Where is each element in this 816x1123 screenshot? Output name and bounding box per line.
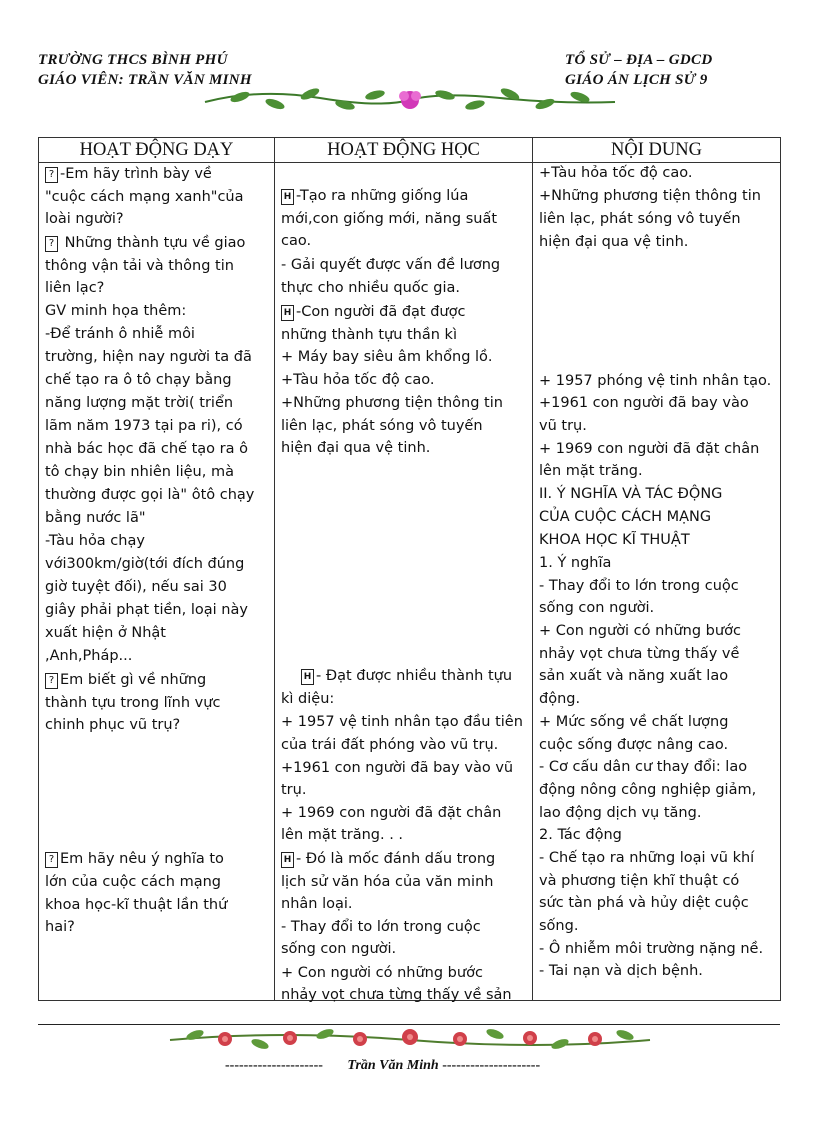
col2-line-text: lên mặt trăng. . . bbox=[281, 827, 404, 843]
col3-line bbox=[539, 872, 739, 890]
department-name: TỔ SỬ – ĐỊA – GDCD bbox=[565, 52, 713, 68]
col3-line-text: và phương tiện khĩ thuật có bbox=[539, 873, 740, 889]
col2-line bbox=[281, 394, 503, 412]
col2-line-text: hiện đại qua vệ tinh. bbox=[281, 440, 431, 456]
col2-line bbox=[281, 690, 334, 708]
col3-line-text: +Những phương tiện thông tin bbox=[539, 188, 761, 204]
col2-line-text: -Tạo ra những giống lúa bbox=[296, 188, 469, 204]
col3-line-text: sống con người. bbox=[539, 600, 655, 616]
col3-line-text: + 1969 con người đã đặt chân bbox=[539, 441, 760, 457]
col3-line bbox=[539, 599, 654, 617]
col2-line bbox=[281, 736, 498, 754]
col3-line bbox=[539, 849, 754, 867]
col2-line-text: - Gải quyết được vấn đề lương bbox=[281, 257, 501, 273]
col3-line bbox=[539, 781, 756, 799]
col1-line-text: lớn của cuộc cách mạng bbox=[45, 874, 222, 890]
col3-line bbox=[539, 962, 703, 980]
col2-line bbox=[281, 303, 465, 321]
col2-line bbox=[281, 804, 501, 822]
header-learning: HOẠT ĐỘNG HỌC bbox=[275, 138, 533, 163]
col1-line bbox=[45, 896, 227, 914]
col2-line-text: thực cho nhiều quốc gia. bbox=[281, 280, 460, 296]
col3-line-text: - Thay đổi to lớn trong cuộc bbox=[539, 578, 739, 594]
col3-line bbox=[539, 508, 711, 526]
subject-title: GIÁO ÁN LỊCH SỬ 9 bbox=[565, 72, 708, 88]
col1-line-text: giờ tuyệt đối), nếu sai 30 bbox=[45, 579, 227, 595]
col1-line bbox=[45, 918, 75, 936]
col1-line-text: Những thành tựu về giao bbox=[60, 235, 246, 251]
col3-line bbox=[539, 804, 701, 822]
col1-line bbox=[45, 188, 244, 206]
col3-line-text: cuộc sống được nâng cao. bbox=[539, 737, 729, 753]
col2-line-text: - Đó là mốc đánh dấu trong bbox=[296, 851, 496, 867]
col1-line-text: -Tàu hỏa chạy bbox=[45, 533, 145, 549]
col2-line bbox=[281, 759, 513, 777]
col2-line-text: những thành tựu thần kì bbox=[281, 327, 457, 343]
col1-line-text: ,Anh,Pháp... bbox=[45, 648, 133, 664]
col2-line bbox=[281, 371, 434, 389]
header-content: NỘI DUNG bbox=[533, 138, 781, 163]
col1-line bbox=[45, 165, 212, 183]
col2-line-text: sống con người. bbox=[281, 941, 397, 957]
floral-ornament-top bbox=[200, 84, 620, 114]
col1-line bbox=[45, 463, 234, 481]
col2-line bbox=[281, 964, 483, 982]
col3-line-text: động. bbox=[539, 691, 581, 707]
h-mark-icon: H bbox=[281, 189, 294, 205]
col2-line bbox=[281, 256, 500, 274]
col2-line bbox=[281, 232, 311, 250]
col1-line bbox=[45, 257, 234, 275]
lesson-table bbox=[38, 137, 781, 1001]
col2-line bbox=[281, 850, 495, 868]
col2-line-text: mới,con giống mới, năng suất bbox=[281, 211, 498, 227]
col3-line-text: + Mức sống về chất lượng bbox=[539, 714, 729, 730]
col1-line-text: khoa học-kĩ thuật lần thứ bbox=[45, 897, 228, 913]
col3-line-text: +Tàu hỏa tốc độ cao. bbox=[539, 165, 693, 181]
col3-line-text: +1961 con người đã bay vào bbox=[539, 395, 749, 411]
col3-line-text: sản xuất và năng xuất lao bbox=[539, 668, 729, 684]
col3-line-text: lên mặt trăng. bbox=[539, 463, 643, 479]
col1-line-text: Em biết gì về những bbox=[60, 672, 207, 688]
col2-line-text: nhân loại. bbox=[281, 896, 353, 912]
col3-line bbox=[539, 826, 622, 844]
col2-line bbox=[281, 417, 483, 435]
col1-line-text: với300km/giờ(tới đích đúng bbox=[45, 556, 245, 572]
col3-line bbox=[539, 713, 728, 731]
floral-ornament-bottom bbox=[165, 1024, 655, 1052]
col2-line bbox=[281, 918, 481, 936]
col2-line-text: + 1957 vệ tinh nhân tạo đầu tiên bbox=[281, 714, 523, 730]
col1-line bbox=[45, 601, 248, 619]
col3-line-text: - Cơ cấu dân cư thay đổi: lao bbox=[539, 759, 748, 775]
col1-line bbox=[45, 234, 245, 252]
col3-line-text: 2. Tác động bbox=[539, 827, 622, 843]
col2-line bbox=[281, 713, 523, 731]
col1-line-text: Em hãy nêu ý nghĩa to bbox=[60, 851, 224, 867]
col1-line-text: liên lạc? bbox=[45, 280, 105, 296]
col3-line-text: 1. Ý nghĩa bbox=[539, 555, 612, 571]
col1-line bbox=[45, 371, 232, 389]
col3-line bbox=[539, 187, 761, 205]
col2-line-text: + 1969 con người đã đặt chân bbox=[281, 805, 502, 821]
school-name: TRƯỜNG THCS BÌNH PHÚ bbox=[38, 52, 228, 68]
col1-line-text: thường được gọi là" ôtô chạy bbox=[45, 487, 255, 503]
col1-line bbox=[45, 348, 252, 366]
col2-line bbox=[281, 781, 306, 799]
col3-line bbox=[539, 667, 728, 685]
col3-line bbox=[539, 940, 763, 958]
col-learning bbox=[275, 163, 533, 1001]
col1-line-text: giây phải phạt tiền, loại này bbox=[45, 602, 248, 618]
col3-line bbox=[539, 554, 611, 572]
col1-line-text: tô chạy bin nhiên liệu, mà bbox=[45, 464, 234, 480]
col1-line-text: xuất hiện ở Nhật bbox=[45, 625, 166, 641]
col3-line bbox=[539, 210, 741, 228]
col1-line-text: loài người? bbox=[45, 211, 124, 227]
col2-line-text: lịch sử văn hóa của văn minh bbox=[281, 874, 494, 890]
footer-signature bbox=[225, 1058, 540, 1074]
col1-line-text: -Để tránh ô nhiễ môi bbox=[45, 326, 195, 342]
col3-line bbox=[539, 894, 749, 912]
col2-line-text: - Thay đổi to lớn trong cuộc bbox=[281, 919, 481, 935]
col2-line-text: nhảy vọt chưa từng thấy về sản bbox=[281, 987, 512, 1003]
col1-line-text: thông vận tải và thông tin bbox=[45, 258, 234, 274]
footer-dashes-right: --------------------- bbox=[442, 1058, 541, 1073]
col3-line-text: hiện đại qua vệ tinh. bbox=[539, 234, 689, 250]
col2-line-text: + Máy bay siêu âm khổng lồ. bbox=[281, 349, 493, 365]
col2-line bbox=[281, 940, 396, 958]
footer-name: Trần Văn Minh bbox=[347, 1058, 439, 1073]
col1-line bbox=[45, 578, 227, 596]
col1-line bbox=[45, 624, 166, 642]
col2-line bbox=[281, 348, 493, 366]
col3-line-text: động nông công nghiệp giảm, bbox=[539, 782, 757, 798]
col3-line bbox=[539, 372, 771, 390]
col1-line bbox=[45, 850, 224, 868]
col2-line-text: trụ. bbox=[281, 782, 307, 798]
col1-line bbox=[45, 210, 124, 228]
col2-line bbox=[301, 667, 512, 685]
col1-line bbox=[45, 873, 221, 891]
col2-line bbox=[281, 826, 403, 844]
col2-line bbox=[281, 326, 457, 344]
col1-line bbox=[45, 671, 206, 689]
col3-line bbox=[539, 531, 690, 549]
teacher-name: GIÁO VIÊN: TRẦN VĂN MINH bbox=[38, 72, 252, 88]
col3-line-text: liên lạc, phát sóng vô tuyến bbox=[539, 211, 741, 227]
col2-line-text: liên lạc, phát sóng vô tuyến bbox=[281, 418, 483, 434]
col1-line bbox=[45, 325, 195, 343]
col1-line bbox=[45, 279, 104, 297]
col3-line bbox=[539, 758, 747, 776]
col2-line bbox=[281, 279, 460, 297]
col2-line bbox=[281, 210, 497, 228]
col-teaching bbox=[39, 163, 275, 1001]
col3-line bbox=[539, 233, 688, 251]
col3-line bbox=[539, 394, 749, 412]
col1-line-text: năng lượng mặt trời( triển bbox=[45, 395, 234, 411]
col3-line-text: CỦA CUỘC CÁCH MẠNG bbox=[539, 509, 712, 525]
col2-line-text: của trái đất phóng vào vũ trụ. bbox=[281, 737, 499, 753]
col1-line bbox=[45, 394, 233, 412]
col2-line-text: -Con người đã đạt được bbox=[296, 304, 466, 320]
header-teaching: HOẠT ĐỘNG DẠY bbox=[39, 138, 275, 163]
col1-line-text: "cuộc cách mạng xanh"của bbox=[45, 189, 244, 205]
col2-line-text: + Con người có những bước bbox=[281, 965, 483, 981]
col3-line-text: - Tai nạn và dịch bệnh. bbox=[539, 963, 703, 979]
col2-line-text: kì diệu: bbox=[281, 691, 335, 707]
col3-line-text: II. Ý NGHĨA VÀ TÁC ĐỘNG bbox=[539, 486, 723, 502]
col2-line bbox=[281, 986, 512, 1004]
question-icon: ? bbox=[45, 236, 58, 252]
col3-line-text: - Chế tạo ra những loại vũ khí bbox=[539, 850, 755, 866]
col2-line bbox=[281, 895, 353, 913]
col3-line bbox=[539, 164, 692, 182]
col3-line-text: vũ trụ. bbox=[539, 418, 587, 434]
col3-line bbox=[539, 690, 580, 708]
col3-line bbox=[539, 417, 587, 435]
col2-line-text: +Những phương tiện thông tin bbox=[281, 395, 503, 411]
col3-line-text: lao động dịch vụ tăng. bbox=[539, 805, 702, 821]
col1-line bbox=[45, 417, 243, 435]
col1-line-text: thành tựu trong lĩnh vực bbox=[45, 695, 221, 711]
col3-line-text: sống. bbox=[539, 918, 579, 934]
col3-line-text: KHOA HỌC KĨ THUẬT bbox=[539, 532, 690, 548]
col2-line-text: +Tàu hỏa tốc độ cao. bbox=[281, 372, 435, 388]
col1-line bbox=[45, 555, 244, 573]
col1-line bbox=[45, 694, 220, 712]
h-mark-icon: H bbox=[301, 669, 314, 685]
col1-line-text: trường, hiện nay người ta đã bbox=[45, 349, 252, 365]
question-icon: ? bbox=[45, 852, 58, 868]
col3-line-text: nhảy vọt chưa từng thấy về bbox=[539, 646, 740, 662]
col1-line-text: lãm năm 1973 tại pa ri), có bbox=[45, 418, 243, 434]
col3-line-text: + Con người có những bước bbox=[539, 623, 741, 639]
question-icon: ? bbox=[45, 167, 58, 183]
footer-dashes-left: --------------------- bbox=[225, 1058, 323, 1073]
col1-line-text: chế tạo ra ô tô chạy bằng bbox=[45, 372, 232, 388]
col1-line-text: hai? bbox=[45, 919, 75, 935]
col3-line-text: + 1957 phóng vệ tinh nhân tạo. bbox=[539, 373, 772, 389]
question-icon: ? bbox=[45, 673, 58, 689]
col1-line-text: chinh phục vũ trụ? bbox=[45, 717, 181, 733]
col1-line bbox=[45, 440, 248, 458]
col3-line bbox=[539, 577, 739, 595]
h-mark-icon: H bbox=[281, 852, 294, 868]
col3-line-text: sức tàn phá và hủy diệt cuộc bbox=[539, 895, 749, 911]
col1-line bbox=[45, 647, 132, 665]
col1-line bbox=[45, 716, 180, 734]
col3-line bbox=[539, 736, 728, 754]
col3-line-text: - Ô nhiễm môi trường nặng nề. bbox=[539, 941, 764, 957]
h-mark-icon: H bbox=[281, 305, 294, 321]
col1-line bbox=[45, 302, 186, 320]
col3-line bbox=[539, 462, 643, 480]
col2-line-text: cao. bbox=[281, 233, 312, 249]
col2-line bbox=[281, 187, 468, 205]
col3-line bbox=[539, 622, 741, 640]
col1-line-text: GV minh họa thêm: bbox=[45, 303, 187, 319]
col3-line bbox=[539, 485, 722, 503]
col2-line bbox=[281, 439, 430, 457]
col2-line bbox=[281, 873, 493, 891]
col1-line bbox=[45, 486, 254, 504]
col3-line bbox=[539, 917, 578, 935]
col2-line-text: +1961 con người đã bay vào vũ bbox=[281, 760, 514, 776]
col1-line bbox=[45, 509, 146, 527]
col1-line bbox=[45, 532, 145, 550]
col1-line-text: bằng nước lã" bbox=[45, 510, 146, 526]
col1-line-text: nhà bác học đã chế tạo ra ô bbox=[45, 441, 248, 457]
col-content bbox=[533, 163, 781, 1001]
col1-line-text: -Em hãy trình bày về bbox=[60, 166, 212, 182]
col2-line-text: - Đạt được nhiều thành tựu bbox=[316, 668, 513, 684]
col3-line bbox=[539, 645, 739, 663]
col3-line bbox=[539, 440, 759, 458]
